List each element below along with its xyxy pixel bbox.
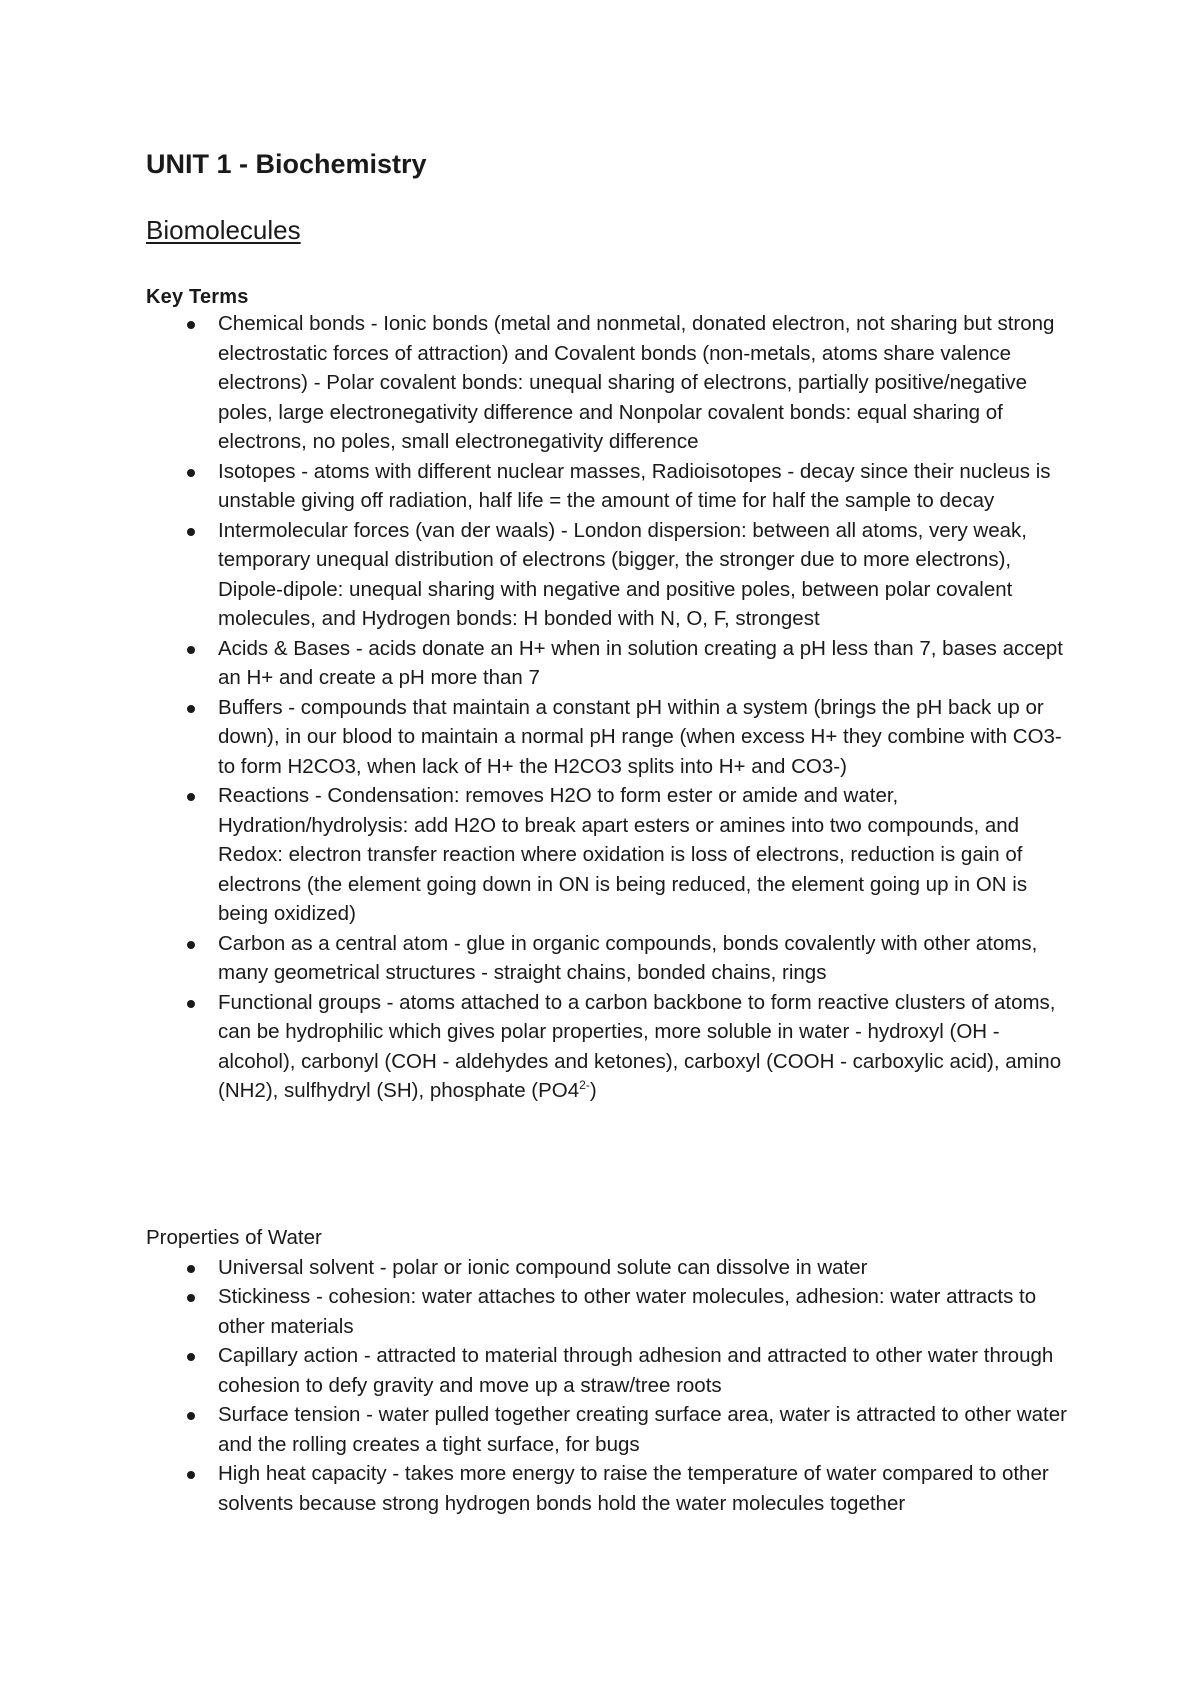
key-terms-list bbox=[146, 309, 1076, 1106]
bullet-dot-icon bbox=[187, 1000, 195, 1008]
list-item-text: Acids & Bases - acids donate an H+ when in solution creating a pH less than 7, bases accept an H+ and create a pH more than 7 bbox=[218, 636, 1063, 689]
bullet-dot-icon bbox=[187, 646, 195, 654]
list-item-text: Universal solvent - polar or ionic compound solute can dissolve in water bbox=[218, 1255, 868, 1279]
bullet-dot-icon bbox=[187, 1265, 195, 1273]
list-item-functional-groups bbox=[146, 988, 1076, 1106]
list-item-chemical-bonds bbox=[146, 309, 1076, 457]
list-item-text: Reactions - Condensation: removes H2O to form ester or amide and water, Hydration/hydrolysis: add H2O to break apart esters or amines into two compounds, and Redox: electron transfer reaction where oxidation is loss of electrons, reduction is gain of electrons (the element going down in ON is being reduced, the element going up in ON is being oxidized) bbox=[218, 784, 1028, 925]
bullet-dot-icon bbox=[187, 528, 195, 536]
list-item-text: Chemical bonds - Ionic bonds (metal and nonmetal, donated electron, not sharing but strong electrostatic forces of attraction) and Covalent bonds (non-metals, atoms share valence electrons) - Polar covalent bonds: unequal sharing of electrons, partially positive/negative poles, large electronegativity difference and Nonpolar covalent bonds: equal sharing of electrons, no poles, small electronegativity difference bbox=[218, 312, 1055, 453]
bullet-dot-icon bbox=[187, 1471, 195, 1479]
list-item-capillary-action bbox=[146, 1341, 1076, 1400]
bullet-dot-icon bbox=[187, 469, 195, 477]
bullet-dot-icon bbox=[187, 321, 195, 329]
list-item-surface-tension bbox=[146, 1400, 1076, 1459]
list-item-text: Stickiness - cohesion: water attaches to other water molecules, adhesion: water attracts to other materials bbox=[218, 1285, 1037, 1338]
water-section bbox=[146, 1223, 1076, 1518]
list-item-stickiness bbox=[146, 1282, 1076, 1341]
list-item-text: Surface tension - water pulled together creating surface area, water is attracted to other water and the rolling creates a tight surface, for bugs bbox=[218, 1403, 1067, 1456]
list-item-universal-solvent bbox=[146, 1253, 1076, 1283]
bullet-dot-icon bbox=[187, 793, 195, 801]
unit-title: UNIT 1 - Biochemistry bbox=[146, 149, 427, 179]
list-item-buffers bbox=[146, 693, 1076, 782]
key-terms-heading: Key Terms bbox=[146, 286, 249, 308]
bullet-dot-icon bbox=[187, 1294, 195, 1302]
list-item-heat-capacity bbox=[146, 1459, 1076, 1518]
list-item-text: Buffers - compounds that maintain a constant pH within a system (brings the pH back up or down), in our blood to maintain a normal pH range (when excess H+ they combine with CO3- to form H2CO3, when lack of H+ the H2CO3 splits into H+ and CO3-) bbox=[218, 695, 1062, 778]
list-item-acids-bases bbox=[146, 634, 1076, 693]
list-item-text-end: ) bbox=[589, 1079, 597, 1102]
list-item-reactions bbox=[146, 781, 1076, 929]
list-item-text: Isotopes - atoms with different nuclear masses, Radioisotopes - decay since their nucleus is unstable giving off radiation, half life = the amount of time for half the sample to decay bbox=[218, 459, 1051, 512]
list-item-isotopes bbox=[146, 457, 1076, 516]
list-item-intermolecular-forces bbox=[146, 516, 1076, 634]
bullet-dot-icon bbox=[187, 705, 195, 713]
section-title-biomolecules: Biomolecules bbox=[146, 215, 301, 245]
water-heading: Properties of Water bbox=[146, 1226, 322, 1249]
list-item-carbon bbox=[146, 929, 1076, 988]
bullet-dot-icon bbox=[187, 941, 195, 949]
superscript-charge: 2- bbox=[579, 1078, 590, 1093]
list-item-text: Carbon as a central atom - glue in organic compounds, bonds covalently with other atoms, many geometrical structures - straight chains, bonded chains, rings bbox=[218, 931, 1038, 984]
list-item-text: Intermolecular forces (van der waals) - London dispersion: between all atoms, very weak, temporary unequal distribution of electrons (bigger, the stronger due to more electrons), Dipole-dipole: unequal sharing with negative and positive poles, between polar covalent molecules, and Hydrogen bonds: H bonded with N, O, F, strongest bbox=[218, 518, 1027, 630]
list-item-text: Capillary action - attracted to material through adhesion and attracted to other water through cohesion to defy gravity and move up a straw/tree roots bbox=[218, 1344, 1054, 1397]
water-list bbox=[146, 1253, 1076, 1519]
list-item-text: High heat capacity - takes more energy to raise the temperature of water compared to other solvents because strong hydrogen bonds hold the water molecules together bbox=[218, 1462, 1049, 1515]
bullet-dot-icon bbox=[187, 1353, 195, 1361]
list-item-text: Functional groups - atoms attached to a carbon backbone to form reactive clusters of atoms, can be hydrophilic which gives polar properties, more soluble in water - hydroxyl (OH - alcohol), carbonyl (COH - aldehydes and ketones), carboxyl (COOH - carboxylic acid), amino (NH2), sulfhydryl (SH), phosphate (PO4 bbox=[218, 990, 1062, 1102]
bullet-dot-icon bbox=[187, 1412, 195, 1420]
